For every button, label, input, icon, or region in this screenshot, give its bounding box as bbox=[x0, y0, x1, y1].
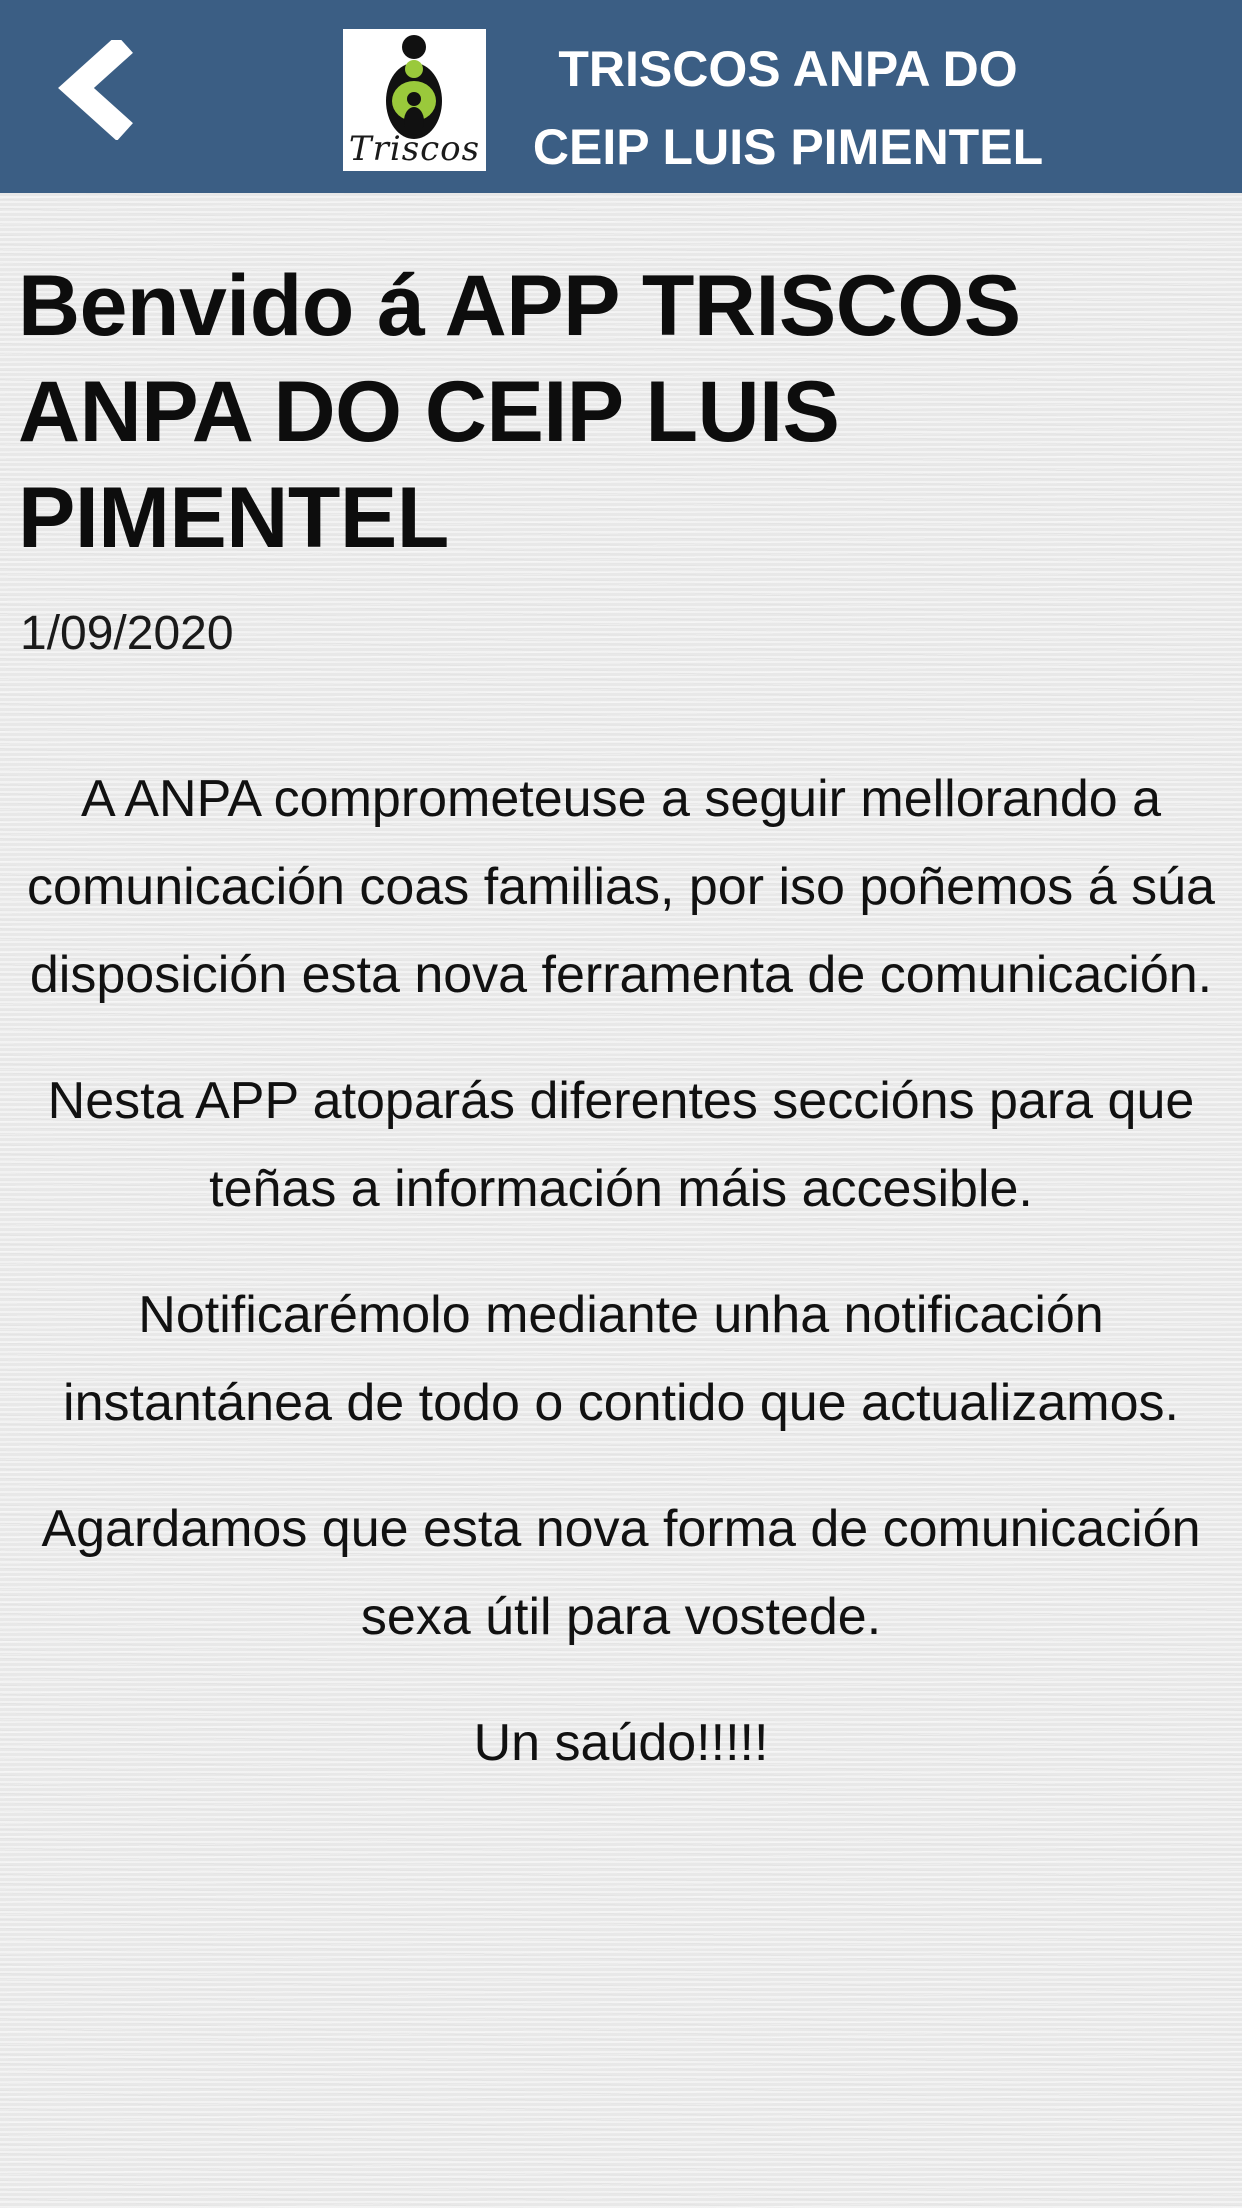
app-title-line-1: TRISCOS ANPA DO bbox=[558, 41, 1018, 97]
logo-text: Triscos bbox=[348, 129, 481, 169]
app-title-line-2: CEIP LUIS PIMENTEL bbox=[532, 119, 1044, 175]
post-date: 1/09/2020 bbox=[20, 607, 234, 660]
post-paragraph: Nesta APP atoparás diferentes seccións para que teñas a información máis accesible. bbox=[47, 1072, 1195, 1218]
post-paragraph: Un saúdo!!!!! bbox=[473, 1714, 769, 1772]
post-paragraph: Agardamos que esta nova forma de comunicación sexa útil para vostede. bbox=[41, 1500, 1201, 1646]
post-paragraph: A ANPA comprometeuse a seguir mellorando a comunicación coas familias, por iso poñemos á súa disposición esta nova ferramenta de comunicación. bbox=[27, 770, 1215, 1004]
post-title: Benvido á APP TRISCOS ANPA DO CEIP LUIS PIMENTEL bbox=[18, 258, 1021, 566]
app-header bbox=[0, 0, 1242, 193]
triscos-logo bbox=[343, 29, 486, 171]
post-body bbox=[10, 755, 1232, 1825]
logo-figure-icon bbox=[343, 29, 486, 139]
back-button[interactable] bbox=[50, 40, 140, 140]
post-paragraph: Notificarémolo mediante unha notificación instantánea de todo o contido que actualizamos. bbox=[63, 1286, 1179, 1432]
chevron-left-icon bbox=[50, 40, 140, 140]
app-title bbox=[488, 30, 1088, 186]
